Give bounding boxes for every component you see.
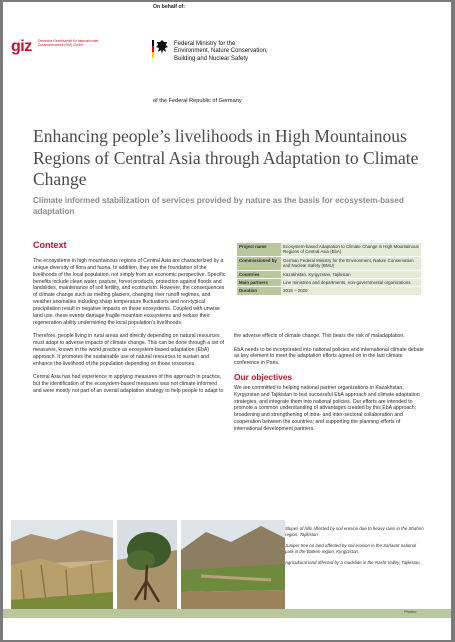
context-column: [33, 258, 226, 402]
right-column: [234, 333, 424, 440]
context-heading: Context: [33, 240, 67, 250]
juniper-tree-photo: [117, 520, 177, 612]
table-row: [237, 243, 421, 256]
photo-caption: Agricultural land affected by a mudslide in the Rasht Valley, Tajikistan.: [285, 560, 421, 566]
giz-logo: [11, 38, 121, 62]
context-paragraph: Central Asia has had experience in applying measures of this approach in practice, but the identification of the ecosystem-based measures was not climate informed and were mostly not part of an overall adaptation strategy to help people to adapt to: [33, 374, 224, 394]
table-row: [237, 256, 421, 270]
photo-credit-bar: [3, 609, 451, 618]
table-key: Main partners: [237, 279, 281, 287]
table-value: German Federal Ministry for the Environment, Nature Conservation and Nuclear Safety (BMU): [281, 256, 421, 270]
eroded-slopes-photo: [11, 520, 113, 612]
project-info-table: [237, 243, 421, 296]
table-key: Duration: [237, 287, 281, 295]
objectives-paragraph: We are committed to helping national partner organizations in Kazakhstan, Kyrgyzstan and Tajikistan to test successful EbA approach and climate adaptation strategies, and integrate them into national policies. Our efforts are intended to promote a common understanding of advantages created by this EbA approach; broadening and strengthening of intra- and inter-sectoral collaboration and cooperation between the countries; and supporting the planning efforts of international development partners.: [234, 384, 420, 432]
ministry-name: [174, 41, 324, 63]
table-value: Kazakhstan, Kyrgyzstan, Tajikistan: [281, 270, 421, 278]
context-paragraph: The ecosystems in high mountainous regions of Central Asia are characterized by a unique diversity of flora and fauna. In addition, they are the foundation of the livelihoods of the local population, not simply from an economic perspective. Specific benefits include clean water, pasture, forest products, protection against floods and landslides, maintenance of soil fertility, and ecotourism. However, the consequences of climate change such as melting glaciers, changing river runoff regimes, and weather anomalies including sharp temperature fluctuations and non-typical precipitation result in negative impacts on these ecosystems. Coupled with unwise land use, these events damage fragile mountain ecosystems and reduce their regeneration ability undermining the local population’s livelihoods.: [33, 258, 226, 326]
context-paragraph: Therefore, people living in rural areas and directly depending on natural resources must adapt to adverse impacts of climate change. This can be done through a set of measures, known in the world practice as ecosystem-based adaptation (EbA) approach. It promotes the sustainable use of natural resources to sustain and enhance the livelihood of the population depending on those resources.: [33, 333, 225, 367]
objectives-heading: Our objectives: [234, 371, 293, 382]
table-row: [237, 270, 421, 278]
context-paragraph: EbA needs to be incorporated into national policies and international climate debate as key element to meet the adaptation efforts agreed on in the last climate conference in Paris.: [234, 346, 424, 367]
page-subtitle: Climate informed stabilization of services provided by nature as the basis for ecosystem-based adaptation: [33, 196, 404, 216]
page-title: Enhancing people’s livelihoods in High Mountainous Regions of Central Asia through Adaptation to Climate Change: [33, 126, 419, 189]
factsheet-page: [3, 2, 451, 640]
table-value: Line ministries and departments, non-governmental organizations: [281, 279, 421, 287]
table-row: [237, 287, 421, 295]
table-key: Project name: [237, 243, 281, 256]
table-key: Commissioned by: [237, 256, 281, 270]
table-value: 2015 – 2020: [281, 287, 421, 295]
ministry-line: Federal Ministry for the: [174, 41, 236, 47]
german-flag-icon: [152, 40, 154, 58]
table-value: Ecosystem-based Adaptation to Climate Change in High Mountainous Regions of Central Asia (EbA): [281, 243, 421, 256]
ministry-line: Environment, Nature Conservation,: [174, 48, 268, 55]
table-row: [237, 279, 421, 287]
republic-label: of the Federal Republic of Germany: [153, 98, 242, 104]
photo-captions: [285, 526, 425, 572]
ministry-line: Building and Nuclear Safety: [174, 55, 249, 62]
giz-wordmark: giz: [11, 38, 32, 55]
federal-eagle-icon: [156, 39, 168, 55]
photo-caption: Juniper tree on land affected by soil erosion in the Sarlaent national park in the Batken region, Kyrgyzstan.: [285, 543, 417, 554]
on-behalf-label: On behalf of:: [153, 4, 185, 10]
giz-subtitle: Deutsche Gesellschaft für Internationale Zusammenarbeit (GIZ) GmbH: [38, 39, 99, 48]
photo-caption: Slopes of hills affected by soil erosion due to heavy rains in the Shahrin region, Tajikistan.: [285, 526, 424, 537]
photo-credit: Photos:: [404, 610, 417, 614]
mudslide-photo: [181, 520, 285, 612]
context-paragraph: the adverse effects of climate change. This bears the risk of maladaptation.: [234, 333, 405, 339]
table-key: Countries: [237, 270, 281, 278]
